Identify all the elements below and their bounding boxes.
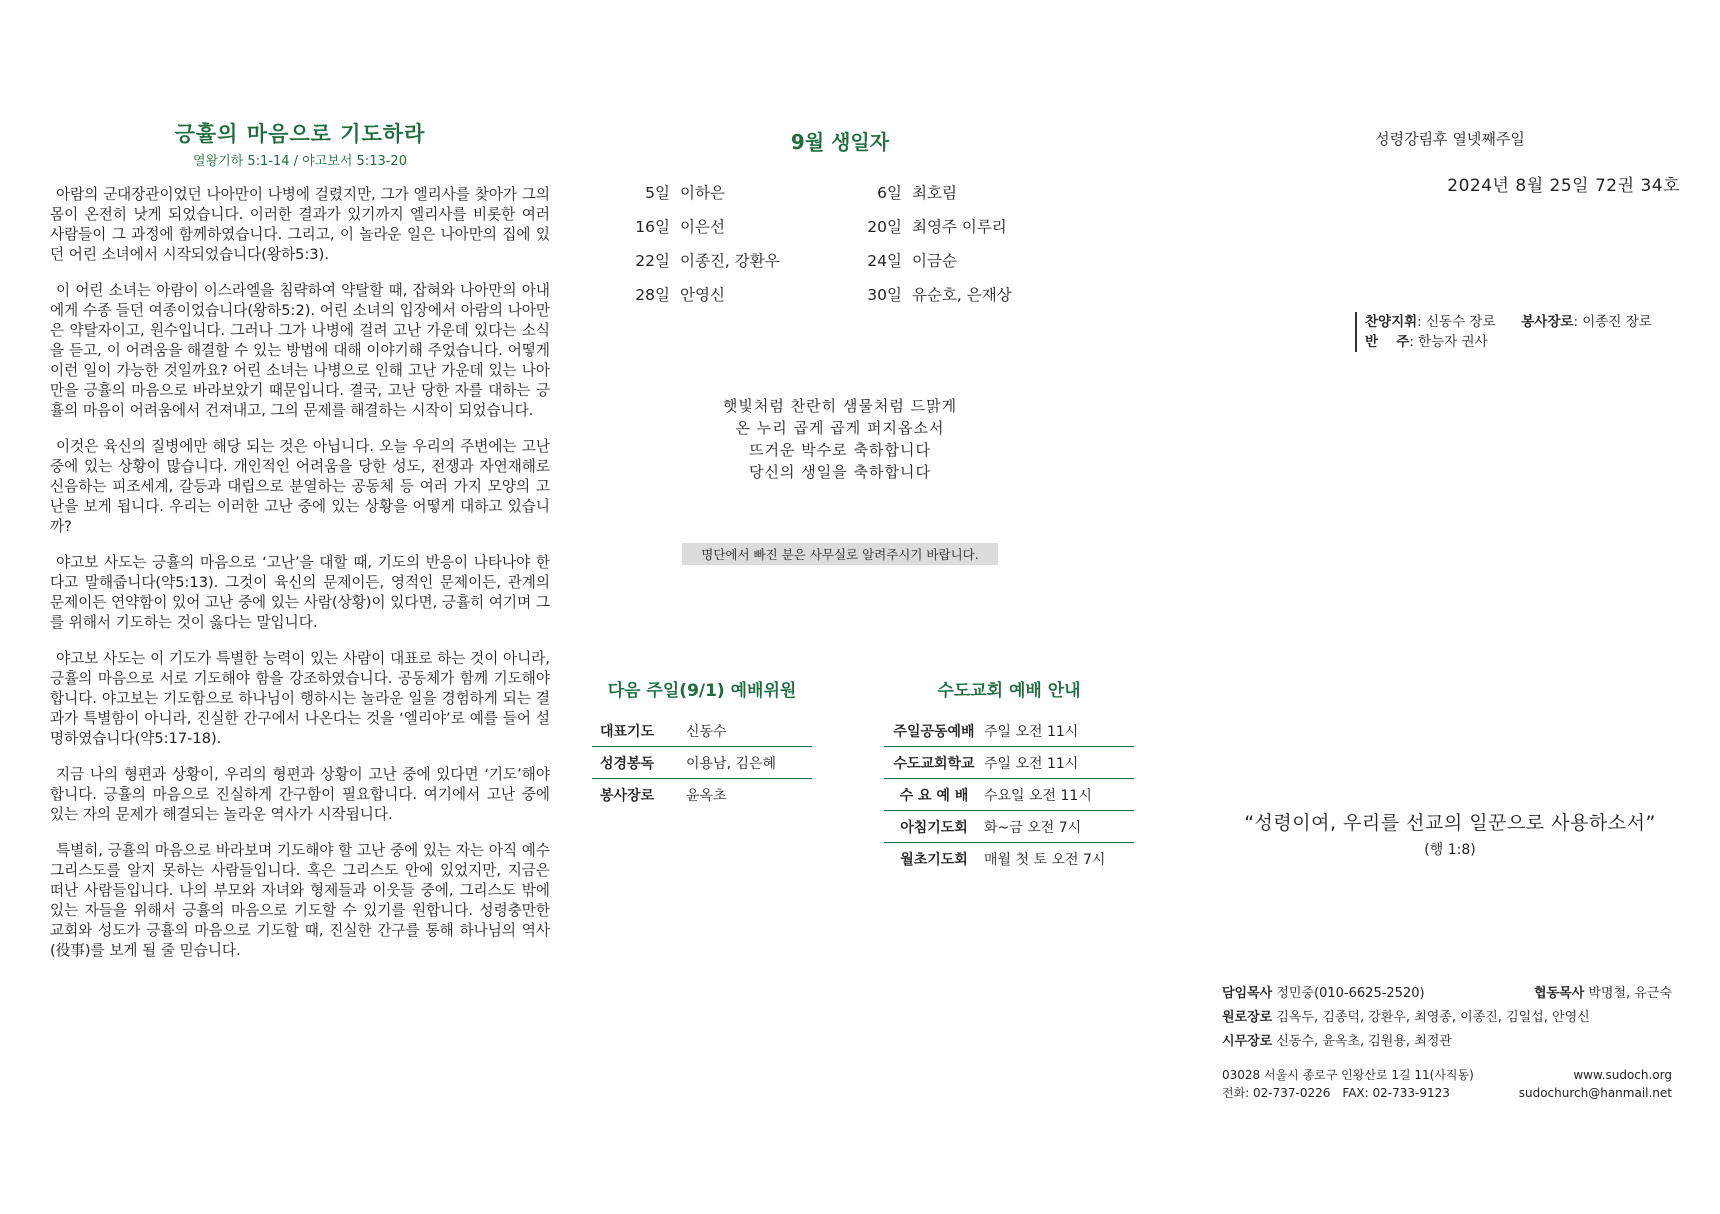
worship-name: 아침기도회 [900, 820, 968, 836]
liturgical-week: 성령강림후 열넷째주일 [1375, 130, 1525, 148]
contact-row [1222, 1084, 1672, 1102]
birthday-list [610, 181, 1070, 305]
active-elders: 신동수, 윤옥초, 김원용, 최정관 [1276, 1034, 1452, 1049]
worship-name: 월초기도회 [900, 852, 968, 868]
poem-line: 온 누리 곱게 곱게 퍼지옵소서 [735, 419, 945, 437]
birthday-day: 16일 [635, 218, 670, 236]
sermon-reference: 열왕기하 5:1-14 / 야고보서 5:13-20 [193, 154, 407, 169]
worship-row [884, 811, 1134, 843]
staff-name: 윤옥초 [686, 788, 727, 804]
worship-schedule-section [884, 676, 1134, 874]
staff-row [592, 747, 812, 779]
accompanist-line [1365, 332, 1652, 352]
choir-info [1355, 312, 1652, 352]
address: 03028 서울시 종로구 인왕산로 1길 11(사직동) [1222, 1068, 1474, 1082]
staff-role: 성경봉독 [600, 756, 655, 772]
sermon-paragraph: 아람의 군대장관이었던 나아만이 나병에 걸렸지만, 그가 엘리사를 찾아가 그의 몸이 온전히 낫게 되었습니다. 이러한 결과가 있기까지 엘리사를 비롯한 여러 사람들이 그 과정에 함께하였습니다. 그리고, 이 놀라운 일은 나아만의 집에 있던 어린 소녀에서 시작되었습니다(왕하5:3). [50, 186, 550, 263]
worship-name: 수도교회학교 [893, 756, 975, 772]
poem-line: 당신의 생일을 축하합니다 [749, 463, 931, 481]
choir-label: 찬양지휘 [1365, 314, 1418, 330]
worship-name: 수 요 예 배 [899, 788, 969, 804]
accompanist-name: : 한능자 권사 [1409, 334, 1488, 350]
email-link[interactable]: sudochurch@hanmail.net [1518, 1086, 1672, 1100]
bulletin-header [1300, 128, 1680, 196]
senior-pastor-label: 담임목사 [1222, 986, 1273, 1001]
birthday-names: 이금순 [912, 252, 957, 270]
pastor-row [1222, 982, 1672, 1006]
emeritus-row [1222, 1006, 1672, 1030]
sermon-paragraph: 지금 나의 형편과 상황이, 우리의 형편과 상황이 고난 중에 있다면 ‘기도’해야 합니다. 긍휼의 마음으로 진실하게 간구함이 필요합니다. 여기에서 고난 중에 있는 자의 문제가 해결되는 놀라운 역사가 시작됩니다. [50, 766, 550, 823]
birthday-day: 30일 [867, 286, 902, 304]
birthday-item [610, 249, 842, 271]
birthday-day: 6일 [877, 184, 902, 202]
birthday-item [610, 181, 842, 203]
bulletin-date: 2024년 8월 25일 72권 34호 [1447, 176, 1680, 196]
contact-row [1222, 1066, 1672, 1084]
motto-reference: (행 1:8) [1424, 842, 1476, 858]
birthday-item [610, 283, 842, 305]
staff-row [592, 779, 812, 810]
worship-time: 주일 오전 11시 [984, 724, 1079, 740]
ministers-info [1222, 982, 1672, 1054]
birthday-names: 안영신 [680, 286, 725, 304]
staff-name: 이용남, 김은혜 [686, 756, 777, 772]
birthday-notice: 명단에서 빠진 분은 사무실로 알려주시기 바랍니다. [682, 543, 998, 565]
worship-time: 주일 오전 11시 [984, 756, 1079, 772]
sermon-paragraph: 야고보 사도는 긍휼의 마음으로 ‘고난’을 대할 때, 기도의 반응이 나타나야 한다고 말해줍니다(약5:13). 그것이 육신의 문제이든, 영적인 문제이든, 관계의 문제이든 연약함이 있어 고난 중에 있는 사람(상황)이 있다면, 긍휼히 여기며 그를 위해서 기도하는 것이 옳다는 말입니다. [50, 554, 550, 631]
worship-time: 매월 첫 토 오전 7시 [984, 852, 1106, 868]
active-elders-row [1222, 1030, 1672, 1054]
choir-line [1365, 312, 1652, 332]
birthday-poem [610, 395, 1070, 483]
birthday-names: 이종진, 강환우 [680, 252, 780, 270]
contact-info [1222, 1066, 1672, 1102]
birthday-names: 최호림 [912, 184, 957, 202]
choir-name: : 신동수 장로 [1417, 314, 1496, 330]
assoc-pastor-label: 협동목사 [1534, 986, 1585, 1001]
birthday-item [842, 181, 1070, 203]
accompanist-label: 반 주 [1365, 334, 1410, 350]
worship-schedule-title: 수도교회 예배 안내 [937, 681, 1081, 701]
birthday-day: 5일 [645, 184, 670, 202]
worship-row [884, 715, 1134, 747]
poem-line: 햇빛처럼 찬란히 샘물처럼 드맑게 [722, 397, 958, 415]
worship-staff-title: 다음 주일(9/1) 예배위원 [607, 681, 797, 701]
sermon-paragraph: 특별히, 긍휼의 마음으로 바라보며 기도해야 할 고난 중에 있는 자는 아직 예수그리스도를 알지 못하는 사람들입니다. 혹은 그리스도 안에 있었지만, 지금은 떠난 사람들입니다. 나의 부모와 자녀와 형제들과 이웃들 중에, 그리스도 밖에 있는 자들을 위해서 긍휼의 마음으로 기도할 수 있기를 원합니다. 성령충만한 교회와 성도가 긍휼의 마음으로 기도할 때, 진실한 간구를 통해 하나님의 역사(役事)를 보게 될 줄 믿습니다. [50, 842, 550, 959]
elder-label: 봉사장로 [1521, 314, 1574, 330]
birthday-item [842, 249, 1070, 271]
birthday-names: 유순호, 은재상 [912, 286, 1012, 304]
phone-fax: 전화: 02-737-0226 FAX: 02-733-9123 [1222, 1086, 1450, 1100]
birthday-day: 20일 [867, 218, 902, 236]
active-elders-label: 시무장로 [1222, 1034, 1273, 1049]
birthday-section [610, 126, 1070, 565]
website-link[interactable]: www.sudoch.org [1573, 1068, 1672, 1082]
staff-row [592, 715, 812, 747]
worship-row [884, 843, 1134, 874]
birthday-day: 28일 [635, 286, 670, 304]
sermon-title: 긍휼의 마음으로 기도하라 [174, 122, 426, 146]
motto-text: “성령이여, 우리를 선교의 일꾼으로 사용하소서” [1244, 812, 1656, 834]
worship-name: 주일공동예배 [893, 724, 975, 740]
birthday-item [610, 215, 842, 237]
senior-pastor: 정민중(010-6625-2520) [1276, 986, 1425, 1001]
emeritus-label: 원로장로 [1222, 1010, 1273, 1025]
sermon-paragraph: 야고보 사도는 이 기도가 특별한 능력이 있는 사람이 대표로 하는 것이 아니라, 긍휼의 마음으로 서로 기도해야 함을 강조하였습니다. 공동체가 함께 기도해야 합니다. 야고보는 기도함으로 하나님이 행하시는 놀라운 일을 경험하게 되는 결과가 특별함이 아니라, 진실한 간구에서 나온다는 것을 ‘엘리야’로 예를 들어 설명하였습니다(약5:17-18). [50, 650, 550, 747]
birthday-title: 9월 생일자 [790, 130, 890, 154]
worship-staff-section [592, 676, 812, 810]
birthday-day: 24일 [867, 252, 902, 270]
sermon-paragraph: 이것은 육신의 질병에만 해당 되는 것은 아닙니다. 오늘 우리의 주변에는 고난 중에 있는 상황이 많습니다. 개인적인 어려움을 당한 성도, 전쟁과 자연재해로 신음하는 피조세계, 갈등과 대립으로 분열하는 공동체 등 여러 가지 모양의 고난을 보게 됩니다. 우리는 이러한 고난 중에 있는 상황을 어떻게 대하고 있습니까? [50, 438, 550, 535]
birthday-item [842, 283, 1070, 305]
elder-name: : 이종진 장로 [1573, 314, 1652, 330]
worship-time: 화~금 오전 7시 [984, 820, 1082, 836]
staff-role: 대표기도 [600, 724, 655, 740]
birthday-item [842, 215, 1070, 237]
assoc-pastor: 박명철, 유근숙 [1588, 986, 1672, 1001]
sermon-paragraph: 이 어린 소녀는 아람이 이스라엘을 침략하여 약탈할 때, 잡혀와 나아만의 아내에게 수종 들던 여종이었습니다(왕하5:2). 어린 소녀의 입장에서 아람의 나아만은 약탈자이고, 원수입니다. 그러나 그가 나병에 걸려 고난 가운데 있다는 소식을 듣고, 이 어려움을 해결할 수 있는 방법에 대해 이야기해 주었습니다. 어떻게 이런 일이 가능한 것일까요? 어린 소녀는 나병으로 인해 고난 가운데 있는 나아만을 긍휼의 마음으로 바라보았기 때문입니다. 결국, 고난 당한 자를 대하는 긍휼의 마음이 어려움에서 건져내고, 그의 문제를 해결하는 시작이 되었습니다. [50, 282, 550, 419]
birthday-names: 최영주 이루리 [912, 218, 1007, 236]
staff-name: 신동수 [686, 724, 727, 740]
birthday-names: 이은선 [680, 218, 725, 236]
church-motto [1190, 808, 1710, 859]
emeritus-elders: 김옥두, 김종덕, 강환우, 최영종, 이종진, 김일섭, 안영신 [1276, 1010, 1590, 1025]
birthday-day: 22일 [635, 252, 670, 270]
staff-role: 봉사장로 [600, 788, 655, 804]
birthday-names: 이하은 [680, 184, 725, 202]
worship-time: 수요일 오전 11시 [984, 788, 1092, 804]
worship-row [884, 779, 1134, 811]
worship-row [884, 747, 1134, 779]
sermon-column [50, 118, 550, 977]
poem-line: 뜨거운 박수로 축하합니다 [749, 441, 931, 459]
